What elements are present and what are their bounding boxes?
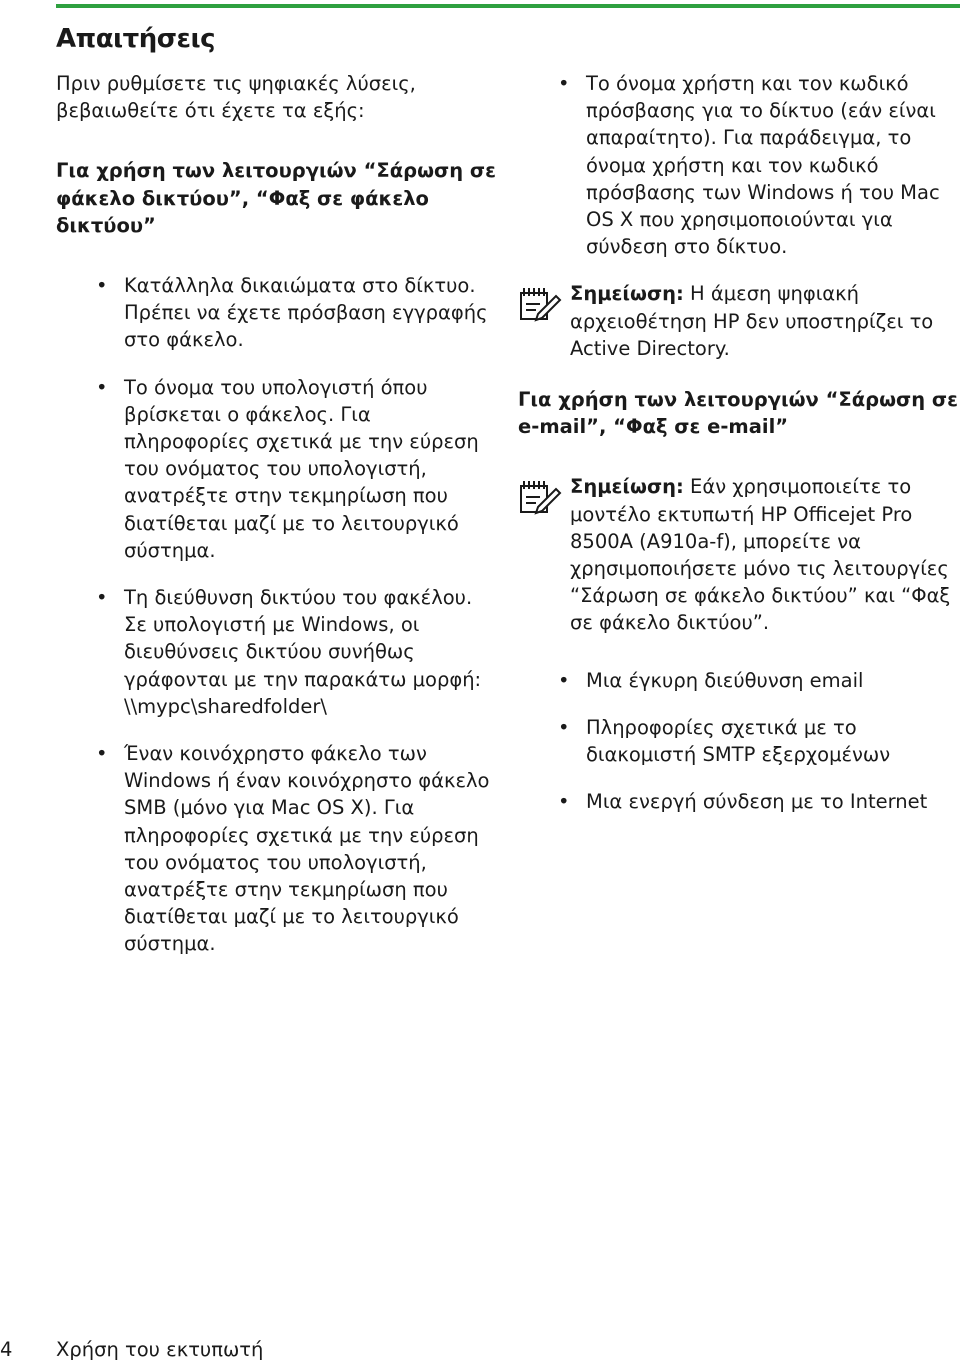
list-item	[518, 667, 960, 694]
subheading-email: Για χρήση των λειτουργιών “Σάρωση σε e-mail”, “Φαξ σε e-mail”	[518, 388, 958, 439]
note-label: Σημείωση:	[570, 475, 684, 499]
list-item	[56, 740, 500, 958]
list-item-text: Τη διεύθυνση δικτύου του φακέλου. Σε υπολογιστή με Windows, οι διευθύνσεις δικτύου συνήθως γράφονται με την παρακάτω μορφή: \\mypc\sharedfolder\	[124, 586, 482, 718]
list-item-text: Πληροφορίες σχετικά με το διακομιστή SMTP εξερχομένων	[586, 715, 891, 767]
requirements-list-email	[518, 667, 960, 816]
list-item	[518, 714, 960, 768]
footer-title: Χρήση του εκτυπωτή	[56, 1338, 264, 1361]
bullet: •	[96, 274, 108, 298]
note-text: Εάν χρησιμοποιείτε το μοντέλο εκτυπωτή HP Officejet Pro 8500A (A910a-f), μπορείτε να χρησιμοποιήσετε μόνο τις λειτουργίες “Σάρωση σε φάκελο δικτύου” και “Φαξ σε φάκελο δικτύου”.	[570, 475, 951, 635]
list-item-text: Το όνομα χρήστη και τον κωδικό πρόσβασης για το δίκτυο (εάν είναι απαραίτητο). Για παράδειγμα, το όνομα χρήστη και τον κωδικό πρόσβασης των Windows ή του Mac OS X που χρησιμοποιούνται για σύνδεση στο δίκτυο.	[586, 72, 940, 259]
note-text: Η άμεση ψηφιακή αρχειοθέτηση HP δεν υποστηρίζει το Active Directory.	[570, 282, 934, 360]
note-pad-pencil-icon	[518, 284, 562, 328]
list-item	[56, 374, 500, 564]
bullet: •	[558, 790, 570, 814]
list-item	[518, 70, 960, 260]
left-column	[56, 70, 500, 978]
page-title: Απαιτήσεις	[56, 24, 216, 54]
bullet: •	[96, 375, 108, 399]
list-item-text: Μια έγκυρη διεύθυνση email	[586, 668, 864, 692]
subheading-network-folder: Για χρήση των λειτουργιών “Σάρωση σε φάκελο δικτύου”, “Φαξ σε φάκελο δικτύου”	[56, 159, 496, 237]
list-item	[56, 584, 500, 720]
list-item-text: Μια ενεργή σύνδεση με το Internet	[586, 790, 928, 814]
note-pad-pencil-icon	[518, 477, 562, 521]
right-column	[518, 70, 960, 835]
list-item	[56, 272, 500, 354]
bullet: •	[558, 668, 570, 692]
bullet: •	[558, 72, 570, 95]
list-item-text: Κατάλληλα δικαιώματα στο δίκτυο. Πρέπει να έχετε πρόσβαση εγγραφής στο φάκελο.	[124, 274, 488, 352]
list-item	[518, 788, 960, 815]
page-number: 4	[0, 1338, 13, 1361]
note-model-limitation	[518, 473, 960, 636]
bullet: •	[96, 586, 108, 610]
intro-text: Πριν ρυθμίσετε τις ψηφιακές λύσεις, βεβαιωθείτε ότι έχετε τα εξής:	[56, 72, 416, 123]
bullet: •	[96, 742, 108, 766]
list-item-text: Το όνομα του υπολογιστή όπου βρίσκεται ο φάκελος. Για πληροφορίες σχετικά με την εύρεση του ονόματος του υπολογιστή, ανατρέξτε στην τεκμηρίωση που διατίθεται μαζί με το λειτουργικό σύστημα.	[124, 375, 479, 562]
note-active-directory	[518, 280, 960, 362]
bullet: •	[558, 715, 570, 739]
top-accent-rule	[56, 4, 960, 8]
requirements-list-network-folder	[56, 272, 500, 958]
note-label: Σημείωση:	[570, 282, 684, 306]
requirements-list-continued	[518, 70, 960, 260]
list-item-text: Έναν κοινόχρηστο φάκελο των Windows ή έναν κοινόχρηστο φάκελο SMB (μόνο για Mac OS X). Για πληροφορίες σχετικά με την εύρεση του ονόματος του υπολογιστή, ανατρέξτε στην τεκμηρίωση που διατίθεται μαζί με το λειτουργικό σύστημα.	[124, 742, 490, 956]
